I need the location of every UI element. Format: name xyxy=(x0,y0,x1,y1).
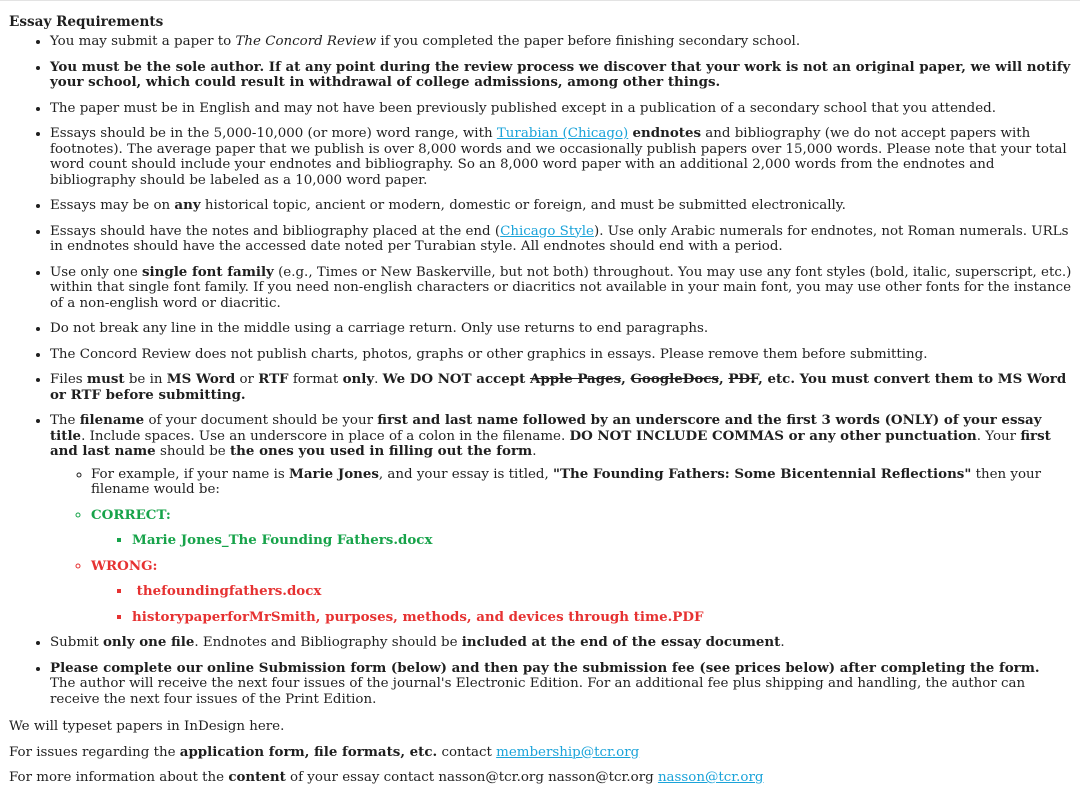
list-item: • Essays should be in the 5,000-10,000 (or more) word range, with Turabian (Chicago) endnotes and bibliography (we do not accept papers with footnotes). The average paper that we publish is over 8,000 words and we occasionally publish papers over 15,000 words. Please note that your total word count should include your endnotes and bibliography. So an 8,000 word paper with an additional 2,000 words from the endnotes and bibliography should be labeled as a 10,000 word paper. xyxy=(50,126,1072,188)
list-item: • Please complete our online Submission form (below) and then pay the submission fee (see prices below) after completing the form. The author will receive the next four issues of the journal's Electronic Edition. For an additional fee plus shipping and handling, the author can receive the next four issues of the Print Edition. xyxy=(50,661,1072,708)
turabian-link[interactable]: Turabian (Chicago) xyxy=(496,126,629,141)
wrong-label: ◦ WRONG: ▪ thefoundingfathers.docx ▪ historypaperforMrSmith, purposes, methods, and devices through time.PDF xyxy=(91,559,1072,626)
list-item: • The filename of your document should be your first and last name followed by an underscore and the first 3 words (ONLY) of your essay title. Include spaces. Use an underscore in place of a colon in the filename. DO NOT INCLUDE COMMAS or any other punctuation. Your first and last name should be the ones you used in filling out the form. ◦ For example, if your name is Marie Jones, and your essay is titled, "The Founding Fathers: Some Bicentennial Reflections" then your filename would be: ◦ CORRECT: ▪ Marie Jones_The Founding Fathers.docx ◦ WRONG: ▪ thefoundingfathers.docx ▪ historypaperforMrSmith, purposes, methods, and devices through time.PDF xyxy=(50,413,1072,625)
list-item: • Files must be in MS Word or RTF format only. We DO NOT accept Apple Pages, GoogleDocs, PDF, etc. You must convert them to MS Word or RTF before submitting. xyxy=(50,372,1072,403)
correct-filename: ▪ Marie Jones_The Founding Fathers.docx xyxy=(132,533,1072,549)
list-item: • You may submit a paper to The Concord Review if you completed the paper before finishing secondary school. xyxy=(50,34,1072,50)
correct-label: ◦ CORRECT: ▪ Marie Jones_The Founding Fathers.docx xyxy=(91,508,1072,549)
list-item: • Essays may be on any historical topic, ancient or modern, domestic or foreign, and must be submitted electronically. xyxy=(50,198,1072,214)
wrong-filename: ▪ historypaperforMrSmith, purposes, methods, and devices through time.PDF xyxy=(132,610,1072,626)
list-item: • Submit only one file. Endnotes and Bibliography should be included at the end of the essay document. xyxy=(50,635,1072,651)
list-item: • Do not break any line in the middle using a carriage return. Only use returns to end paragraphs. xyxy=(50,321,1072,337)
list-item: • You must be the sole author. If at any point during the review process we discover that your work is not an original paper, we will notify your school, which could result in withdrawal of college admissions, among other things. xyxy=(50,60,1072,91)
membership-email-link[interactable]: membership@tcr.org xyxy=(496,744,640,760)
essay-requirements-page xyxy=(0,1,1080,786)
nasson-email-link[interactable]: nasson@tcr.org xyxy=(657,770,764,785)
list-item: • Essays should have the notes and bibliography placed at the end (Chicago Style). Use only Arabic numerals for endnotes, not Roman numerals. URLs in endnotes should have the accessed date noted per Turabian style. All endnotes should end with a period. xyxy=(50,224,1072,255)
issues-contact: For issues regarding the application form, file formats, etc. contact membership@tcr.org xyxy=(9,743,640,760)
journal-name: The Concord Review xyxy=(235,34,377,49)
list-item: • Use only one single font family (e.g., Times or New Baskerville, but not both) throughout. You may use any font styles (bold, italic, superscript, etc.) within that single font family. If you need non-english characters or diacritics not available in your main font, you may use other fonts for the instance of a non-english word or diacritic. xyxy=(50,265,1072,312)
list-item: • The Concord Review does not publish charts, photos, graphs or other graphics in essays. Please remove them before submitting. xyxy=(50,347,1072,363)
filename-examples xyxy=(50,467,1072,626)
requirements-list xyxy=(9,34,1072,707)
list-item: ◦ For example, if your name is Marie Jones, and your essay is titled, "The Founding Fathers: Some Bicentennial Reflections" then your filename would be: xyxy=(91,467,1072,498)
page-title: Essay Requirements xyxy=(9,14,164,30)
wrong-filename: ▪ thefoundingfathers.docx xyxy=(132,584,1072,600)
list-item: • The paper must be in English and may not have been previously published except in a publication of a secondary school that you attended. xyxy=(50,101,1072,117)
typeset-note: We will typeset papers in InDesign here. xyxy=(9,719,285,734)
content-contact: For more information about the content of your essay contact nasson@tcr.org nasson@tcr.org nasson@tcr.org xyxy=(9,769,764,785)
chicago-style-link[interactable]: Chicago Style xyxy=(500,223,594,239)
